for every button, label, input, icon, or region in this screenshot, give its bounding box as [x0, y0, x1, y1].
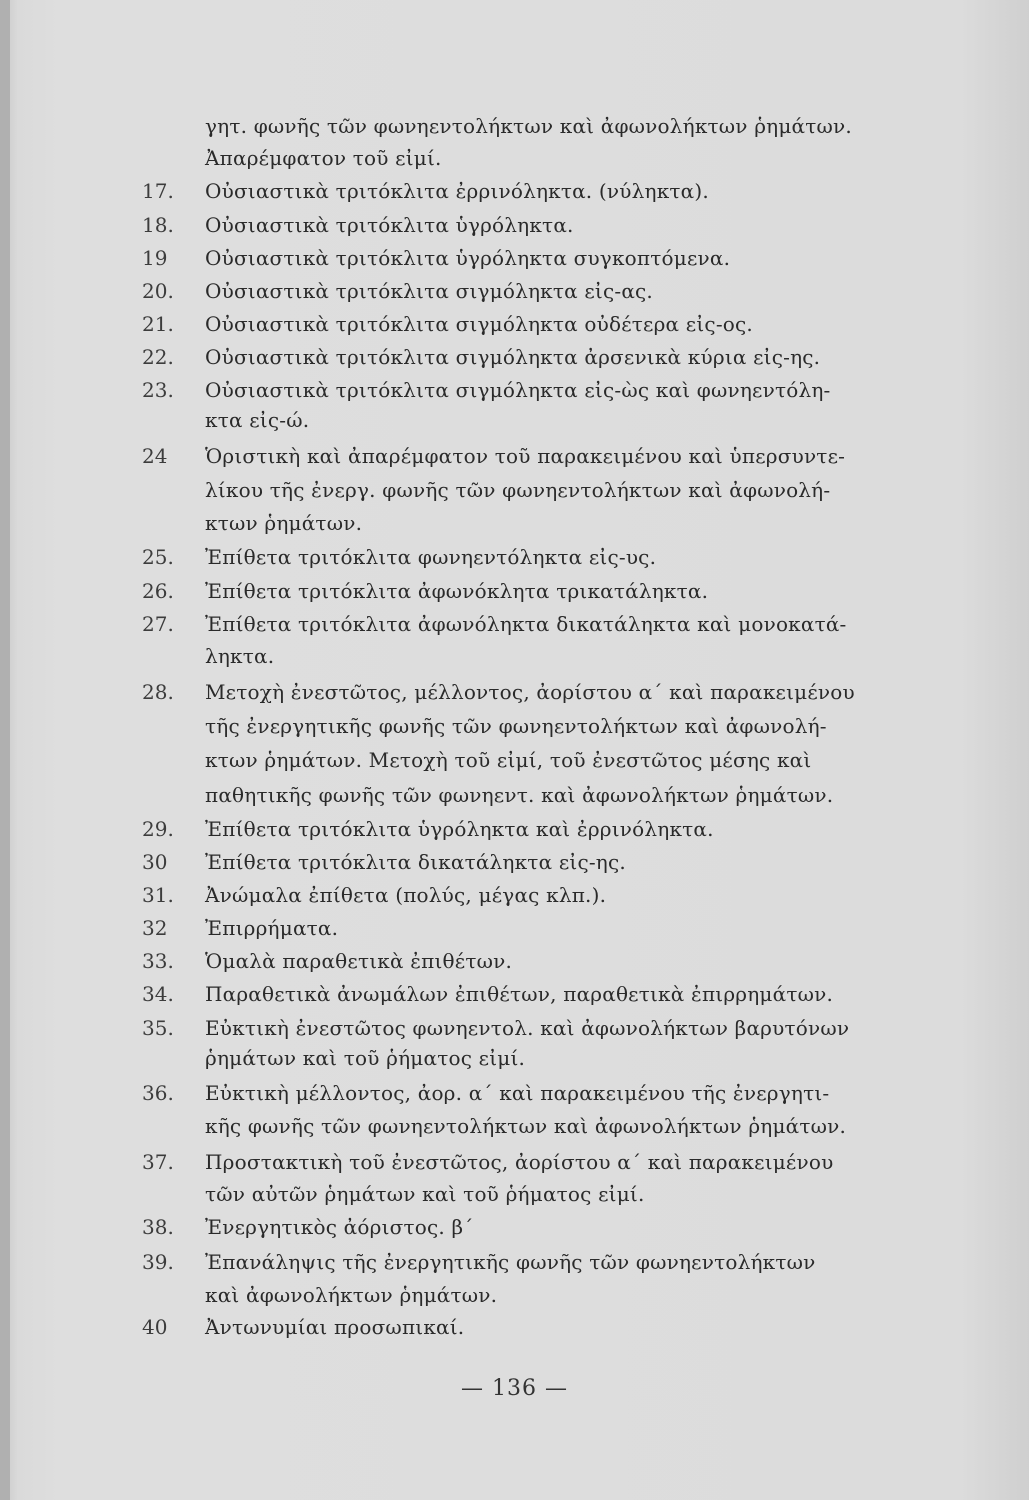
entry-number: 20. — [142, 279, 174, 303]
entry-text: παθητικῆς φωνῆς τῶν φωνηεντ. καὶ ἀφωνολήκτων ῥημάτων. — [205, 783, 834, 807]
list-item — [0, 1110, 1029, 1142]
entry-text: καὶ ἀφωνολήκτων ῥημάτων. — [205, 1283, 498, 1307]
list-item — [0, 175, 1029, 207]
list-item — [0, 846, 1029, 878]
entry-number: 38. — [142, 1215, 174, 1239]
list-item — [0, 978, 1029, 1010]
list-item — [0, 1042, 1029, 1074]
entry-number: 37. — [142, 1150, 174, 1174]
entry-number: 19 — [142, 246, 168, 270]
entry-text: Ἐνεργητικὸς ἀόριστος. β΄ — [205, 1215, 474, 1239]
entry-text: Ἐπίθετα τριτόκλιτα ἀφωνόληκτα δικατάληκτα καὶ μονοκατά- — [205, 612, 847, 636]
list-item — [0, 640, 1029, 672]
entry-text: Ἐπίθετα τριτόκλιτα δικατάληκτα εἰς-ης. — [205, 850, 626, 874]
entry-text: Οὐσιαστικὰ τριτόκλιτα ὑγρόληκτα συγκοπτόμενα. — [205, 246, 731, 270]
entry-text: Ἐπανάληψις τῆς ἐνεργητικῆς φωνῆς τῶν φωνηεντολήκτων — [205, 1250, 816, 1274]
entry-number: 24 — [142, 444, 168, 468]
entry-text: Οὐσιαστικὰ τριτόκλιτα σιγμόληκτα ἀρσενικὰ κύρια εἰς-ης. — [205, 345, 821, 369]
entry-text: Οὐσιαστικὰ τριτόκλιτα σιγμόληκτα εἰς-ὼς καὶ φωνηεντόλη- — [205, 378, 831, 402]
entry-text: Εὐκτικὴ μέλλοντος, ἀορ. α΄ καὶ παρακειμένου τῆς ἐνεργητι- — [205, 1081, 830, 1105]
entry-number: 34. — [142, 982, 174, 1006]
entry-number: 35. — [142, 1016, 174, 1040]
list-item — [0, 575, 1029, 607]
entry-text: Οὐσιαστικὰ τριτόκλιτα ὑγρόληκτα. — [205, 213, 574, 237]
entry-text: Οὐσιαστικὰ τριτόκλιτα σιγμόληκτα εἰς-ας. — [205, 279, 653, 303]
list-item — [0, 945, 1029, 977]
list-item — [0, 1012, 1029, 1044]
list-item — [0, 879, 1029, 911]
list-item — [0, 308, 1029, 340]
entry-number: 33. — [142, 949, 174, 973]
entry-text: λίκου τῆς ἐνεργ. φωνῆς τῶν φωνηεντολήκτων καὶ ἀφωνολή- — [205, 478, 831, 502]
entry-text: Ἀντωνυμίαι προσωπικαί. — [205, 1315, 465, 1339]
page-number: — 136 — — [461, 1376, 568, 1401]
list-item — [0, 1178, 1029, 1210]
entry-text: ῥημάτων καὶ τοῦ ῥήματος εἰμί. — [205, 1046, 526, 1070]
entry-text: κτων ῥημάτων. Μετοχὴ τοῦ εἰμί, τοῦ ἐνεστῶτος μέσης καὶ — [205, 748, 812, 772]
entry-text: Ἀνώμαλα ἐπίθετα (πολύς, μέγας κλπ.). — [205, 883, 607, 907]
entry-text: τῶν αὐτῶν ῥημάτων καὶ τοῦ ῥήματος εἰμί. — [205, 1182, 645, 1206]
entry-text: Μετοχὴ ἐνεστῶτος, μέλλοντος, ἀορίστου α΄ καὶ παρακειμένου — [205, 680, 855, 704]
entry-text: κτων ῥημάτων. — [205, 511, 363, 535]
list-item — [0, 404, 1029, 436]
entry-text: κῆς φωνῆς τῶν φωνηεντολήκτων καὶ ἀφωνολήκτων ῥημάτων. — [205, 1114, 847, 1138]
entry-number: 21. — [142, 312, 174, 336]
list-item — [0, 242, 1029, 274]
entry-text: Ἀπαρέμφατον τοῦ εἰμί. — [205, 146, 442, 170]
list-item — [0, 744, 1029, 776]
list-item — [0, 813, 1029, 845]
list-item — [0, 1246, 1029, 1278]
entry-number: 25. — [142, 545, 174, 569]
entry-number: 32 — [142, 916, 168, 940]
entry-number: 30 — [142, 850, 168, 874]
entry-text: Παραθετικὰ ἀνωμάλων ἐπιθέτων, παραθετικὰ ἐπιρρημάτων. — [205, 982, 834, 1006]
list-item — [0, 1146, 1029, 1178]
entry-number: 18. — [142, 213, 174, 237]
entry-text: Οὐσιαστικὰ τριτόκλιτα ἐρρινόληκτα. (νύληκτα). — [205, 179, 709, 203]
entry-number: 28. — [142, 680, 174, 704]
list-item — [0, 474, 1029, 506]
list-item — [0, 912, 1029, 944]
list-item — [0, 440, 1029, 472]
list-item — [0, 110, 1029, 142]
entry-text: Ἐπιρρήματα. — [205, 916, 339, 940]
entry-text: κτα εἰς-ώ. — [205, 408, 310, 432]
entry-number: 27. — [142, 612, 174, 636]
list-item — [0, 341, 1029, 373]
entry-text: Ὁμαλὰ παραθετικὰ ἐπιθέτων. — [205, 949, 513, 973]
entry-text: Ὁριστικὴ καὶ ἀπαρέμφατον τοῦ παρακειμένου καὶ ὑπερσυντε- — [205, 444, 846, 468]
list-item — [0, 275, 1029, 307]
list-item — [0, 209, 1029, 241]
entry-number: 17. — [142, 179, 174, 203]
list-item — [0, 541, 1029, 573]
list-item — [0, 676, 1029, 708]
entry-text: Προστακτικὴ τοῦ ἐνεστῶτος, ἀορίστου α΄ καὶ παρακειμένου — [205, 1150, 834, 1174]
entry-number: 26. — [142, 579, 174, 603]
list-item — [0, 374, 1029, 406]
entry-text: Ἐπίθετα τριτόκλιτα ὑγρόληκτα καὶ ἐρρινόληκτα. — [205, 817, 714, 841]
entry-number: 40 — [142, 1315, 168, 1339]
entry-number: 36. — [142, 1081, 174, 1105]
entry-number: 31. — [142, 883, 174, 907]
entry-text: Οὐσιαστικὰ τριτόκλιτα σιγμόληκτα οὐδέτερα εἰς-ος. — [205, 312, 753, 336]
list-item — [0, 1311, 1029, 1343]
list-item — [0, 1279, 1029, 1311]
entry-text: ληκτα. — [205, 644, 275, 668]
entry-text: Ἐπίθετα τριτόκλιτα ἀφωνόκλητα τρικατάληκτα. — [205, 579, 709, 603]
list-item — [0, 1077, 1029, 1109]
entry-text: τῆς ἐνεργητικῆς φωνῆς τῶν φωνηεντολήκτων καὶ ἀφωνολή- — [205, 714, 827, 738]
entry-number: 23. — [142, 378, 174, 402]
entry-text: Εὐκτικὴ ἐνεστῶτος φωνηεντολ. καὶ ἀφωνολήκτων βαρυτόνων — [205, 1016, 850, 1040]
entry-number: 39. — [142, 1250, 174, 1274]
list-item — [0, 608, 1029, 640]
entry-number: 29. — [142, 817, 174, 841]
list-item — [0, 1211, 1029, 1243]
entry-number: 22. — [142, 345, 174, 369]
list-item — [0, 507, 1029, 539]
entry-text: Ἐπίθετα τριτόκλιτα φωνηεντόληκτα εἰς-υς. — [205, 545, 657, 569]
list-item — [0, 779, 1029, 811]
list-item — [0, 710, 1029, 742]
entry-text: γητ. φωνῆς τῶν φωνηεντολήκτων καὶ ἀφωνολήκτων ῥημάτων. — [205, 114, 852, 138]
list-item — [0, 142, 1029, 174]
